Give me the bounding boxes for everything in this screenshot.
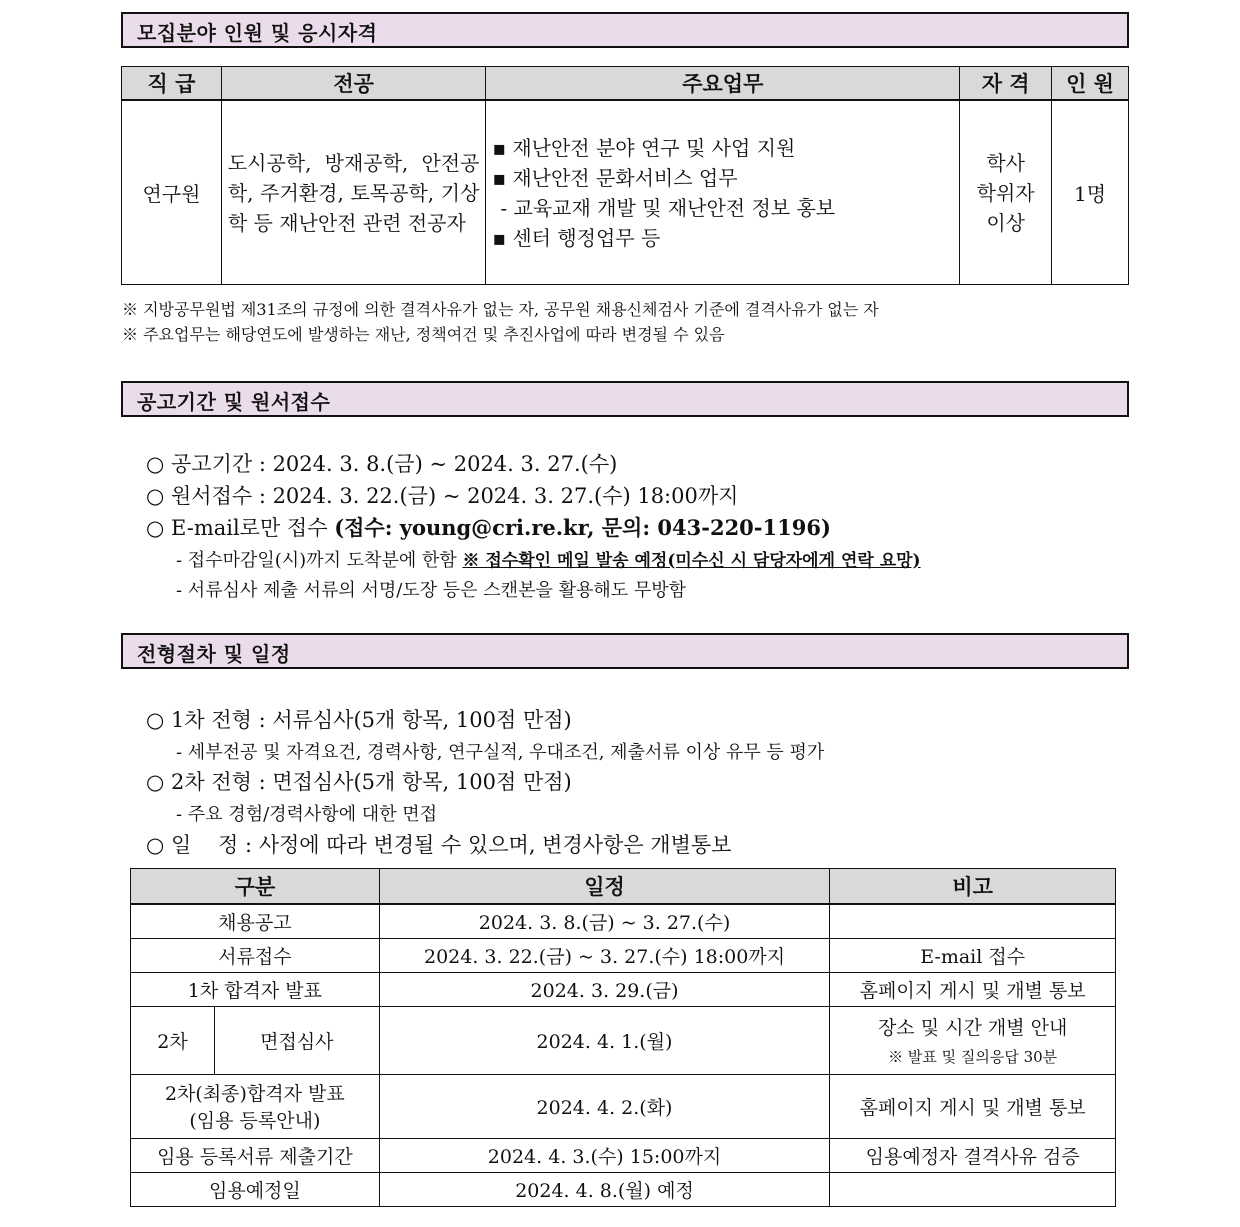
- row-date: 2024. 3. 29.(금): [379, 972, 830, 1006]
- announce-period: ○ 공고기간 : 2024. 3. 8.(금) ~ 2024. 3. 27.(수): [146, 452, 618, 476]
- section-title: 공고기간 및 원서접수: [137, 390, 331, 414]
- row-name: 임용예정일: [131, 1172, 380, 1206]
- row-date: 2024. 4. 2.(화): [379, 1074, 830, 1138]
- table-row: [131, 1074, 1116, 1138]
- section-header-recruitment: [121, 12, 1129, 48]
- email-label: ○ E-mail로만 접수: [146, 516, 335, 540]
- header-date: 일정: [379, 869, 830, 905]
- stage1: ○ 1차 전형 : 서류심사(5개 항목, 100점 만점): [146, 708, 572, 732]
- cell-rank: 연구원: [122, 100, 222, 285]
- row-note-main: 장소 및 시간 개별 안내: [877, 1017, 1068, 1039]
- row-note: [830, 904, 1116, 938]
- section-title: 모집분야 인원 및 응시자격: [137, 21, 378, 45]
- duty-item: ▪ 센터 행정업무 등: [492, 225, 661, 250]
- section-title: 전형절차 및 일정: [137, 642, 291, 666]
- header-count: 인 원: [1052, 67, 1129, 101]
- cell-duties: [486, 100, 960, 285]
- table-row: [122, 100, 1129, 285]
- table-row: [131, 1006, 1116, 1074]
- stage2-detail: - 주요 경험/경력사항에 대한 면접: [176, 804, 438, 825]
- row-name: 1차 합격자 발표: [131, 972, 380, 1006]
- duty-item: - 교육교재 개발 및 재난안전 정보 홍보: [500, 195, 836, 220]
- scan-note: - 서류심사 제출 서류의 서명/도장 등은 스캔본을 활용해도 무방함: [176, 580, 687, 601]
- table-header-row: [122, 67, 1129, 101]
- header-rank: 직 급: [122, 67, 222, 101]
- table-row: [131, 904, 1116, 938]
- row-note: [830, 1006, 1116, 1074]
- header-category: 구분: [131, 869, 380, 905]
- note-line: ※ 지방공무원법 제31조의 규정에 의한 결격사유가 없는 자, 공무원 채용신체검사 기준에 결격사유가 없는 자: [122, 300, 879, 319]
- cell-count: 1명: [1052, 100, 1129, 285]
- stage1-detail: - 세부전공 및 자격요건, 경력사항, 연구실적, 우대조건, 제출서류 이상 유무 등 평가: [176, 742, 825, 763]
- qual-line: 학위자: [976, 180, 1035, 205]
- row-name-line: 2차(최종)합격자 발표: [164, 1083, 345, 1105]
- cell-qual: [960, 100, 1052, 285]
- row-note-sub: ※ 발표 및 질의응답 30분: [888, 1048, 1058, 1066]
- qual-line: 학사: [986, 150, 1025, 175]
- row-note: E-mail 접수: [830, 938, 1116, 972]
- row-name-sub: 면접심사: [214, 1006, 379, 1074]
- row-name-stage: 2차: [131, 1006, 215, 1074]
- confirm-mail-note: ※ 접수확인 메일 발송 예정(미수신 시 담당자에게 연락 요망): [462, 551, 921, 571]
- duty-item: ▪ 재난안전 분야 연구 및 사업 지원: [492, 135, 796, 160]
- deadline-text: - 접수마감일(시)까지 도착분에 한함: [176, 550, 463, 571]
- deadline-note: [176, 546, 921, 572]
- row-note: 홈페이지 게시 및 개별 통보: [830, 1074, 1116, 1138]
- qual-line: 이상: [986, 210, 1025, 235]
- row-date: 2024. 4. 3.(수) 15:00까지: [379, 1138, 830, 1172]
- header-remarks: 비고: [830, 869, 1116, 905]
- header-duties: 주요업무: [486, 67, 960, 101]
- table-row: [131, 1138, 1116, 1172]
- schedule-header-row: [131, 869, 1116, 905]
- schedule-note: ○ 일 정 : 사정에 따라 변경될 수 있으며, 변경사항은 개별통보: [146, 833, 732, 857]
- row-name: [131, 1074, 380, 1138]
- header-major: 전공: [221, 67, 486, 101]
- table-row: [131, 1172, 1116, 1206]
- row-date: 2024. 4. 1.(월): [379, 1006, 830, 1074]
- row-name-line: (임용 등록안내): [189, 1110, 321, 1132]
- duty-item: ▪ 재난안전 문화서비스 업무: [492, 165, 738, 190]
- section-header-procedure: [121, 633, 1129, 669]
- application-period: ○ 원서접수 : 2024. 3. 22.(금) ~ 2024. 3. 27.(수) 18:00까지: [146, 484, 739, 508]
- row-date: 2024. 4. 8.(월) 예정: [379, 1172, 830, 1206]
- cell-major: 도시공학, 방재공학, 안전공학, 주거환경, 토목공학, 기상학 등 재난안전 관련 전공자: [221, 100, 486, 285]
- schedule-table: [130, 868, 1116, 1207]
- row-note: 홈페이지 게시 및 개별 통보: [830, 972, 1116, 1006]
- email-contact: (접수: young@cri.re.kr, 문의: 043-220-1196): [334, 515, 831, 540]
- email-application: [146, 512, 831, 542]
- stage2: ○ 2차 전형 : 면접심사(5개 항목, 100점 만점): [146, 770, 572, 794]
- row-name: 채용공고: [131, 904, 380, 938]
- note-line: ※ 주요업무는 해당연도에 발생하는 재난, 정책여건 및 추진사업에 따라 변경될 수 있음: [122, 325, 725, 344]
- row-name: 임용 등록서류 제출기간: [131, 1138, 380, 1172]
- section-header-application: [121, 381, 1129, 417]
- recruitment-table: [121, 66, 1129, 285]
- row-note: [830, 1172, 1116, 1206]
- row-date: 2024. 3. 8.(금) ~ 3. 27.(수): [379, 904, 830, 938]
- row-date: 2024. 3. 22.(금) ~ 3. 27.(수) 18:00까지: [379, 938, 830, 972]
- row-name: 서류접수: [131, 938, 380, 972]
- table-row: [131, 972, 1116, 1006]
- table-row: [131, 938, 1116, 972]
- row-note: 임용예정자 결격사유 검증: [830, 1138, 1116, 1172]
- header-qual: 자 격: [960, 67, 1052, 101]
